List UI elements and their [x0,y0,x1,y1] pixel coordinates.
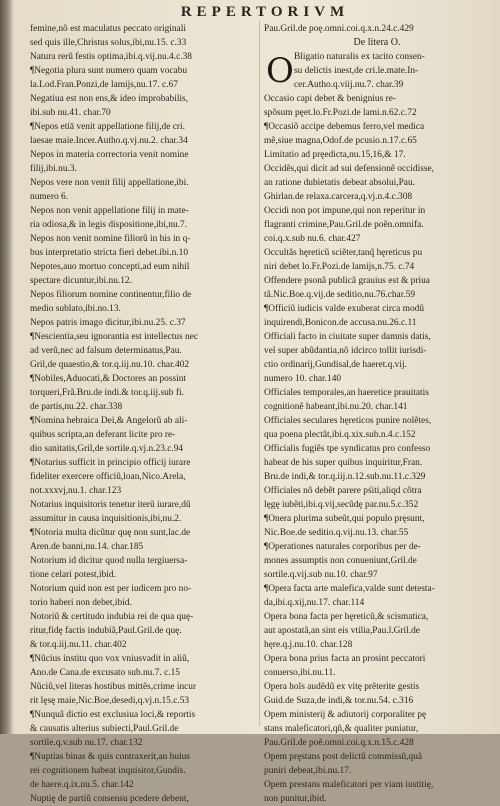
index-entry-line: Occasio capi debet & benignius re- [264,94,396,104]
section-heading: De litera O. [353,37,401,48]
index-entry-line: medio sublato,ibi.no.13. [30,304,121,314]
index-entry-line: sortile.q.vij.sub nu.10. char.97 [264,570,378,580]
index-entry-line: Opem pręstans post delictũ commissũ,quã [264,752,423,762]
index-entry-line: Guid.de Suza,de indi,& tor.nu.54. c.316 [264,696,414,706]
index-entry-line: rit lęsę maie,Nic.Boe,desedi,q.vj.n.15.c.53 [30,696,190,706]
index-entry-line: su delictis inest,de cri.le.mate.In- [294,66,419,76]
index-entry-line: Pau.Gril.de poẽ.omni.coi.q.x.n.15.c.428 [264,738,414,748]
index-entry-line: lęgę iubẽti,ibi.q.vij,secũdę par.nu.5.c.352 [264,500,419,510]
index-entry-line: tã.Nic.Boe.q.vij.de seditio,nu.76.char.59 [264,290,416,300]
index-entry-line: sed quis ille,Christus solus,ibi,nu.15. c.33 [30,38,187,48]
index-entry-line: laesae maie.Incer.Autho.q.vj.nu.2. char.34 [30,136,188,146]
index-entry-line: femine,nõ est maculatus peccato originali [30,24,186,34]
index-entry-line: stans maleficatori,qñ,& qualiter puniatur, [264,724,419,734]
index-entry-line: Occultãs hęreticũ sciẽter,tanq̃ hęreticus pu [264,248,423,258]
index-entry-line: Negatiua est non ens,& ideo improbabilis, [30,94,189,104]
index-entry-line: Nuptię de partiũ consensu pcedere debent, [30,794,189,804]
index-entry-line: aut apostatã,an sint eis vtilia,Pau.l.Gril.de [264,626,420,636]
index-entry-line: la.Lod.Fran.Ponzi,de lamijs,nu.17. c.67 [30,80,178,90]
index-entry-line: Nũciũ,vel literas hostibus mittẽs,crime incur [30,682,197,692]
index-entry-line: Opem prestans maleficatori per viam iustitię, [264,780,434,790]
index-entry-line: ¶Nuptias binas & quis contraxerit,an huius [30,752,190,762]
index-entry-line: an ratione dubietatis debeat absolui,Pau. [264,178,415,188]
index-entry-line: tione celari potest,ibid. [30,570,116,580]
index-entry-line: filij,ibi.nu.3. [30,164,77,174]
index-entry-line: ¶Notoria multa dicũtur quę non sunt,lac.de [30,528,191,538]
index-entry-line: ¶Opera facta arte malefica,valde sunt detesta- [264,584,435,594]
index-entry-line: & tor.q.iij.nu.11. char.402 [30,640,127,650]
index-entry-line: Occidi non pot impune,qui non reperitur in [264,206,426,216]
index-entry-line: Bligatio naturalis ex tacito consen- [294,52,425,62]
index-entry-line: Nepos vere non venit filij appellatione,ibi. [30,178,189,188]
index-entry-line: Notorium id dicitur quod nulla tergiuersa- [30,556,188,566]
column-divider [259,20,260,726]
index-entry-line: Offendere psonã publicã grauius est & priua [264,276,430,286]
index-entry-line: ¶Onera plurima subeũt,qui populo pręsunt, [264,514,425,524]
index-entry-line: Nic.Boe.de seditio.q.vij.nu.13. char.55 [264,528,409,538]
index-entry-line: Notoriũ & certitudo indubia rei de qua quę- [30,612,194,622]
index-entry-line: mẽ,siue magna,Odof.de pcusio.n.17.c.65 [264,136,417,146]
running-head: REPERTORIVM [180,4,350,20]
index-entry-line: Officialis fugiẽs tpe syndicatus pro confesso [264,444,431,454]
index-entry-line: ¶Nomina hebraica Dei,& Angelorũ ab ali- [30,416,188,426]
drop-cap-letter: O [266,51,294,91]
index-entry-line: Opera bona prius facta an prosint peccatori [264,654,426,664]
index-entry-line: ¶Nescientia,seu ignorantia est intellectus nec [30,332,198,342]
index-entry-line: & causatis alterius subiecti,Paul.Gril.de [30,724,179,734]
index-entry-line: Opera hoĩs audẽdũ ex vitę prẽterite gestis [264,682,420,692]
index-entry-line: Officiales temporales,an haeretice prauitatis [264,388,429,398]
index-entry-line: ad verũ,nec ad falsum determinatus,Pau. [30,346,182,356]
index-entry-line: Nepotes,auo mortuo concepti,ad eum nihil [30,262,190,272]
index-entry-line: fideliter exercere officiũ,loan,Nico.Arela, [30,472,186,482]
index-entry-line: hęre.q.j.nu.10. char.128 [264,640,353,650]
index-entry-line: Limitatio ad pręedicta,nu.15,16,& 17. [264,150,406,160]
index-entry-line: spectare dicuntur,ibi.nu.12. [30,276,132,286]
index-entry-line: ctio ordinarij,Gundisal,de haeret.q.vij. [264,360,407,370]
index-entry-line: Nepos patris imago dicitur,ibi.nu.25. c.37 [30,318,186,328]
right-column-entries [264,50,490,806]
index-entry-line: mones assumptis non conueniunt,Gril.de [264,556,417,566]
index-entry-line: Nepos non venit nomine filiorũ in his in q- [30,234,191,244]
index-entry-line: spõsum pęet.lo.Fr.Pozi.de lami.n.62.c.72 [264,108,417,118]
index-entry-line: Notorium quid non est per iudicem pro no- [30,584,192,594]
index-entry-line: sortile.q.v.sub nu.17. char.132 [30,738,143,748]
index-entry-line: da,ibi.q.xij,nu.17. char.114 [264,598,365,608]
index-entry-line: conuerso,ibi.nu.11. [264,668,336,678]
index-entry-line: ¶Officiũ iudicis valde exuberat circa modũ [264,304,425,314]
index-entry-line: ¶Negotia plura sunt numero quam vocabu [30,66,188,76]
index-entry-line: dio sanitatis,Gril,de sortile.q.vj.n.23.c.94 [30,444,184,454]
index-entry-line: Natura rerũ festis optima,ibi.q.vij.nu.4.c.38 [30,52,192,62]
right-column [264,22,490,806]
index-entry-line: Officiales seculares hęreticos punire nolẽtes, [264,416,432,426]
index-entry-line: cer.Autho.q.viij.nu.7. char.39 [294,80,404,90]
index-entry-line: assumitur in causa inquisitionis,ibi,nu.2. [30,514,182,524]
index-entry-line: niri debet lo.Fr.Pozi.de lamijs,n.75. c.74 [264,262,415,272]
index-entry-line: Nepos filiorum nomine continentur,filio de [30,290,192,300]
index-entry-line: flagranti crimine,Pau.Gril.de poẽn.omnifa. [264,220,424,230]
index-entry-line: ¶Nepos etiā venit appellatione filij,de cri. [30,122,185,132]
index-entry-line: qua poena plectãt,ibi.q.xix.sub.n.4.c.152 [264,430,416,440]
index-entry-line: Nepos in materia correctoria venit nomine [30,150,189,160]
index-entry-line: Opem ministerij & adiutorij corporaliter pę [264,710,427,720]
index-entry-line: torio haberi non debet,ibid. [30,598,132,608]
right-column-continuation-line: Pau.Gril.de poę.omni.coi.q.x.n.24.c.429 [264,24,414,34]
left-column [30,22,258,806]
index-entry-line: Ano.de Cana.de excusato sub.nu.7. c.15 [30,668,180,678]
index-entry-line: ritur,fidę factis indubiã,Paul.Gril.de quę. [30,626,182,636]
index-entry-line: ibi.sub nu.41. char.70 [30,108,111,118]
index-entry-line: Ghirlan.de relaxa.carcera,q.vj.n.4.c.308 [264,192,413,202]
index-entry-line: coi.q.x.sub nu.6. char.427 [264,234,361,244]
index-entry-line: ¶Operationes naturales corporibus per de- [264,542,421,552]
index-entry-line: bus interpretatio stricta fieri debet.ibi.n.10 [30,248,189,258]
index-entry-line: torqueri,Frã.Bru.de indi.& tor.q.iij.sub fi. [30,388,184,398]
index-entry-line: ¶Occasiõ accipe debemus ferro,vel medica [264,122,425,132]
index-entry-line: puniri debeat,ibi.nu.17. [264,766,352,776]
index-entry-line: non punitur,ibid. [264,794,327,804]
index-entry-line: numero 10. char.140 [264,374,342,384]
index-entry-line: Officiali facto in ciuitate super damnis datis, [264,332,431,342]
index-entry-line: de partis,nu.22. char.338 [30,402,123,412]
index-entry-line: inquirendi,Bonicon.de accusa.nu.26.c.11 [264,318,417,328]
index-entry-line: ria odiosa,& in legis dispositione,ibi,nu.7. [30,220,188,230]
index-entry-line: cognitionẽ habeant,ibi.nu.20. char.141 [264,402,408,412]
page-gutter-shadow [0,0,14,734]
index-entry-line: ¶Nũcius institu quo vox vniusvadit in aliũ, [30,654,190,664]
index-entry-line: ¶Notarius sufficit in principio officij iurare [30,458,191,468]
index-entry-line: ¶Nobiles,Aduocati,& Doctores an possint [30,374,187,384]
index-entry-line: de haere.q.ix.nu.5. char.142 [30,780,134,790]
index-entry-line: numero 6. [30,192,69,202]
index-entry-line: habeat de his super quibus inquiritur,Fran. [264,458,423,468]
index-entry-line: Opera bona facta per hęreticũ,& scismatica, [264,612,429,622]
index-entry-line: not.xxxvj,nu.1. char.123 [30,486,122,496]
index-entry-line: ¶Nunquã dictio est exclusiua loci,& reportis [30,710,196,720]
index-entry-line: Bru.de indi,& tor.q.iij.n.12.sub.nu.11.c.329 [264,472,426,482]
index-entry-line: rei cognitionem habeat inquisitor,Gundis. [30,766,186,776]
index-entry-line: quibus scripta,an deferant licite pro re- [30,430,176,440]
index-entry-line: Aren.de banni,nu.14. char.185 [30,542,144,552]
index-entry-line: Gril,de quaestio,& tor.q.iij.nu.10. char.402 [30,360,190,370]
index-entry-line: Officiales nõ debẽt parere pśiti,aliqd côtra [264,486,422,496]
index-entry-line: vel super abũdantia,nõ idcirco tollit iurisdi- [264,346,427,356]
index-entry-line: Occidẽs,qui dicit ad sui defensionẽ occidisse, [264,164,435,174]
index-entry-line: Nepos non venit appellatione filij in mate- [30,206,189,216]
index-entry-line: Notarius inquisitoris tenetur iterũ iurare,dũ [30,500,191,510]
